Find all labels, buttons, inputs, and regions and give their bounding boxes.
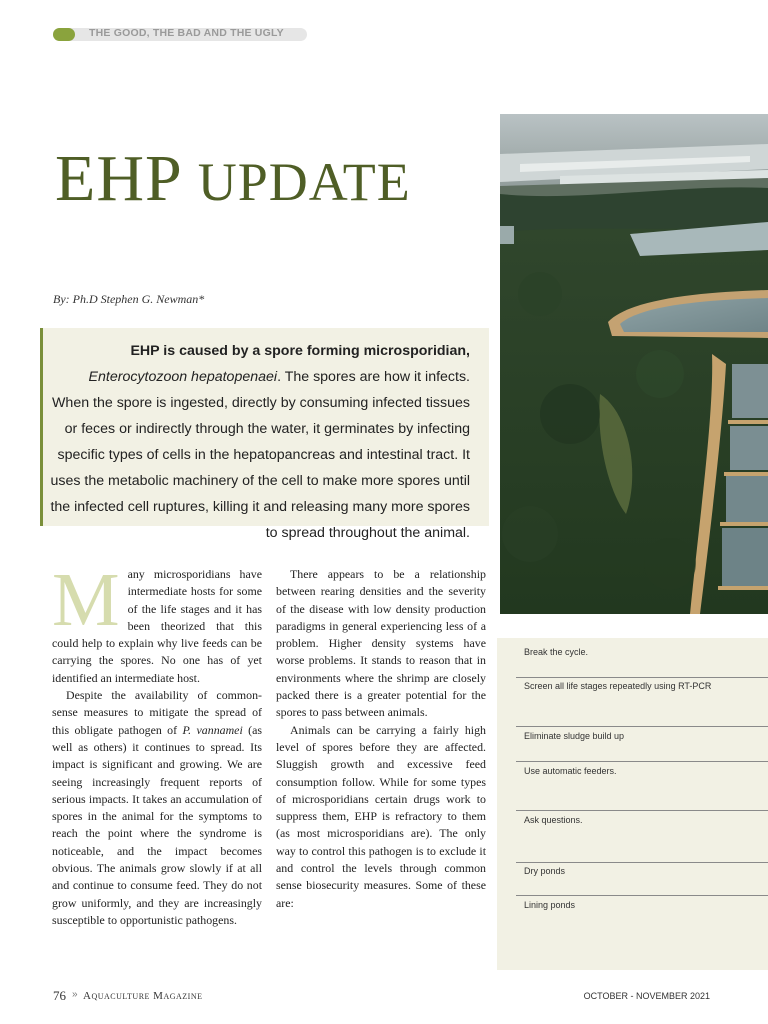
title-secondary: UPDATE (197, 152, 411, 212)
section-pill-marker (53, 28, 75, 41)
sidebar-divider (516, 761, 768, 762)
sidebar-divider (516, 895, 768, 896)
sidebar-item: Screen all life stages repeatedly using RT-PCR (524, 681, 712, 691)
issue-date: OCTOBER - NOVEMBER 2021 (583, 991, 710, 1001)
article-title (55, 142, 411, 215)
lead-italic: Enterocytozoon hepatopenaei (88, 369, 278, 385)
lead-rest: . The spores are how it infects. When the spore is ingested, directly by consuming infected tissues or feces or indirectly through the water, it germinates by infecting specific types of cells in the hepatopancreas and intestinal tract. It uses the metabolic machinery of the cell to make more spores until the infected cell ruptures, killing it and releasing many more spores to spread throughout the animal. (50, 369, 470, 541)
sidebar-divider (516, 677, 768, 678)
pond-photo-illustration (500, 114, 768, 614)
aerial-pond-photo (500, 114, 768, 614)
sidebar-item: Break the cycle. (524, 647, 589, 657)
drop-cap: M (52, 558, 120, 642)
title-main: EHP (55, 142, 181, 215)
footer-separator: » (72, 989, 78, 1000)
sidebar-item: Lining ponds (524, 900, 576, 910)
body-column-2 (276, 566, 486, 912)
sidebar-item: Eliminate sludge build up (524, 731, 625, 741)
sidebar-item: Dry ponds (524, 866, 566, 876)
sidebar-divider (516, 810, 768, 811)
byline: By: Ph.D Stephen G. Newman* (53, 292, 205, 306)
body-paragraph: Despite the availability of common-sense measures to mitigate the spread of this obligate pathogen of P. vannamei (as well as others) it continues to spread. Its impact is significant and growing. We are seeing increasingly frequent reports of serious impacts. It takes an accumulation of spores in the animal for the symptoms to reach the point where the syndrome is noticeable, and the impact becomes obvious. The animals grow slowly if at all and continue to consume feed. They do not grow uniformly, and they are increasingly susceptible to opportunistic pathogens. (52, 688, 262, 927)
sidebar-item: Use automatic feeders. (524, 766, 617, 776)
body-paragraph: There appears to be a relationship between rearing densities and the severity of the disease with low density production paradigms in general experiencing less of a problem. Higher density systems have worse problems. It stands to reason that in environments where the shrimp are closely packed there is a greater potential for the spores to pass between animals. (276, 567, 486, 720)
body-column-1 (52, 558, 262, 929)
sidebar-item: Ask questions. (524, 815, 583, 825)
section-label: THE GOOD, THE BAD AND THE UGLY (89, 27, 284, 39)
lead-bold: EHP is caused by a spore forming microsporidian, (130, 343, 470, 359)
magazine-name: Aquaculture Magazine (83, 990, 203, 1002)
sidebar-divider (516, 862, 768, 863)
sidebar-divider (516, 726, 768, 727)
body-paragraph: Many microsporidians have intermediate hosts for some of the life stages and it has been theorized that this could help to explain why live feeds can be carrying the spores. No one has of yet identified an intermediate host. (52, 558, 262, 685)
page-number: 76 (53, 988, 66, 1003)
body-paragraph: Animals can be carrying a fairly high level of spores before they are affected. Sluggish growth and excessive feed consumption follow. While for some types of microsporidians certain drugs work to suppress them, EHP is refractory to them (as most microsporidians are). The only way to control this pathogen is to exclude it and control the levels through common sense biosecurity measures. Some of these are: (276, 722, 486, 910)
lead-text (50, 338, 470, 546)
